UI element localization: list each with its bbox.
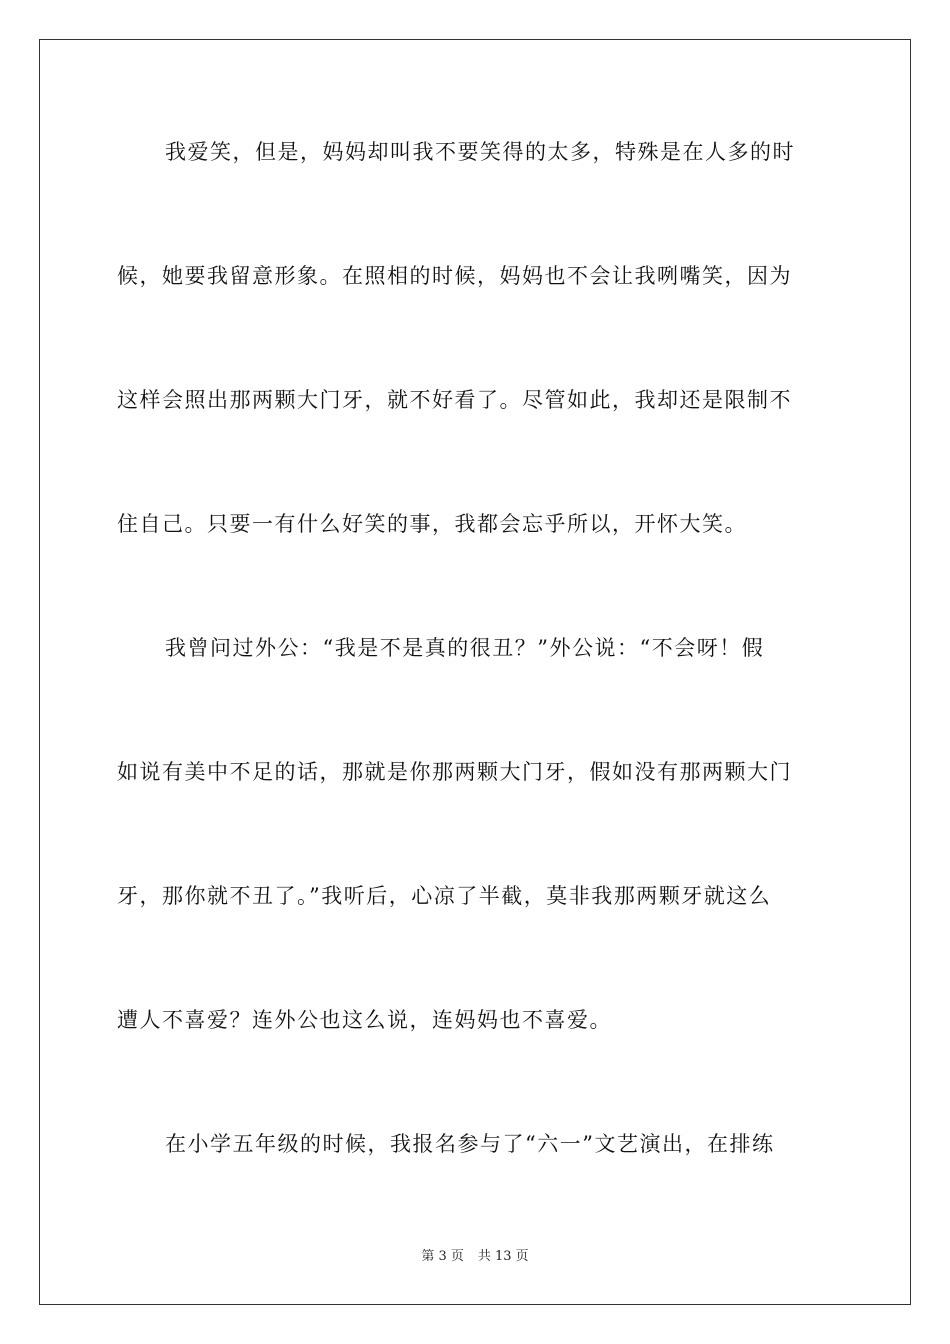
paragraph-3-line-1: 在小学五年级的时候，我报名参与了“六一”文艺演出，在排练 [165,1132,775,1156]
paragraph-2-line-1: 我曾问过外公：“我是不是真的很丑？”外公说：“不会呀！假 [165,636,765,660]
total-pages: 共 13 页 [477,1249,529,1264]
paragraph-2-line-4: 遭人不喜爱？连外公也这么说，连妈妈也不喜爱。 [117,1008,612,1032]
paragraph-2-line-3: 牙，那你就不丑了。”我听后，心凉了半截，莫非我那两颗牙就这么 [117,884,772,908]
paragraph-1-line-1: 我爱笑，但是，妈妈却叫我不要笑得的太多，特殊是在人多的时 [165,140,795,164]
page-footer [0,1248,950,1266]
paragraph-2-line-2: 如说有美中不足的话，那就是你那两颗大门牙，假如没有那两颗大门 [117,760,792,784]
page-border [39,39,911,1305]
page-number: 第 3 页 [421,1249,464,1264]
paragraph-1-line-4: 住自己。只要一有什么好笑的事，我都会忘乎所以，开怀大笑。 [117,512,747,536]
paragraph-1-line-2: 候，她要我留意形象。在照相的时候，妈妈也不会让我咧嘴笑，因为 [117,264,792,288]
paragraph-1-line-3: 这样会照出那两颗大门牙，就不好看了。尽管如此，我却还是限制不 [117,388,792,412]
